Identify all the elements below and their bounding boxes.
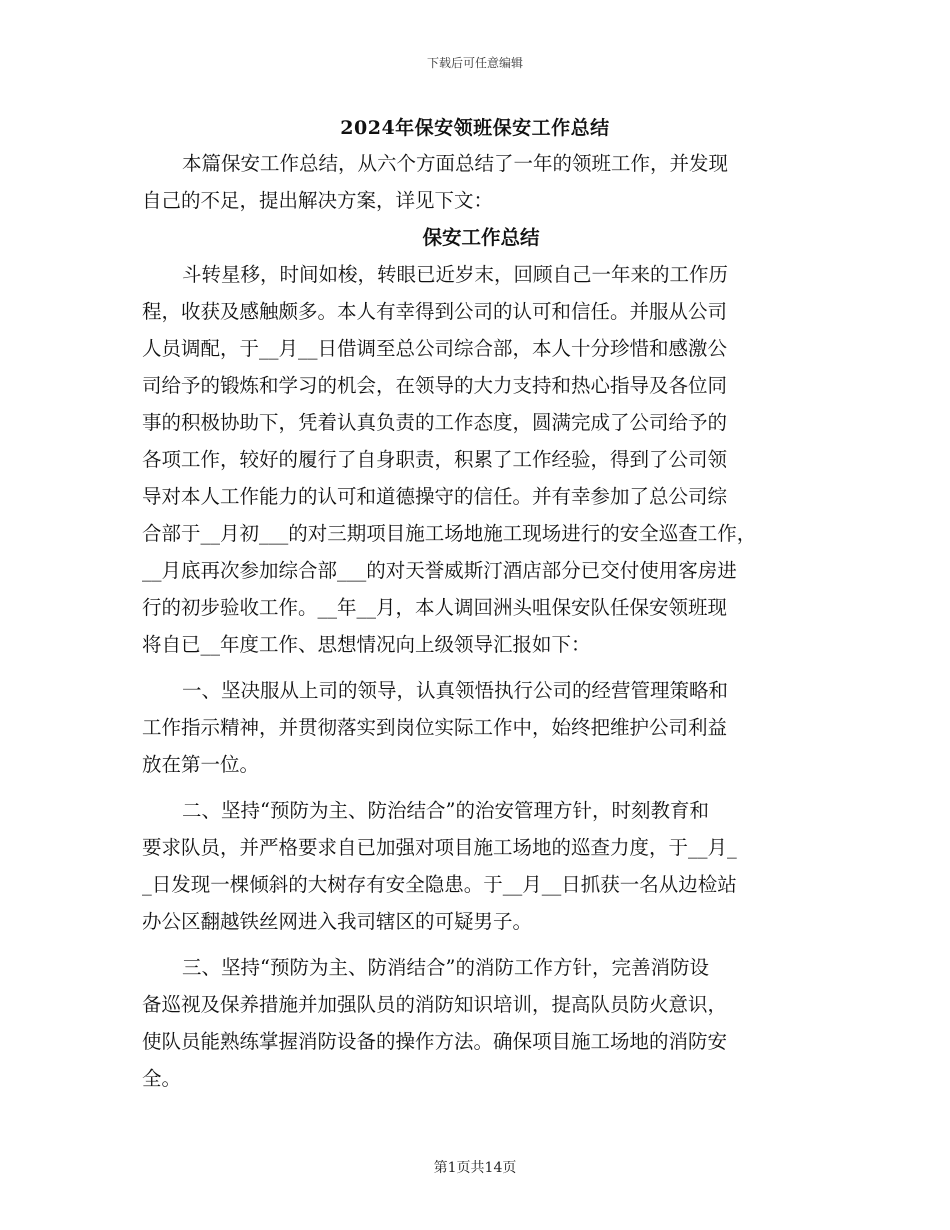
paragraph-point-one	[142, 672, 814, 783]
paragraph-line: __月底再次参加综合部___的对天誉威斯汀酒店部分已交付使用客房进	[142, 559, 737, 582]
page-footer: 第1页共14页	[433, 1160, 517, 1176]
paragraph-line: 各项工作，较好的履行了自身职责，积累了工作经验，得到了公司领	[142, 448, 728, 471]
paragraph-line: 三、坚持“预防为主、防消结合”的消防工作方针，完善消防设	[182, 956, 709, 979]
paragraph-line: 导对本人工作能力的认可和道德操守的信任。并有幸参加了总公司综	[142, 485, 728, 508]
paragraph-point-two	[142, 792, 814, 940]
paragraph-gap	[142, 940, 814, 949]
paragraph-line: 事的积极协助下，凭着认真负责的工作态度，圆满完成了公司给予的	[142, 411, 728, 434]
paragraph-line: 人员调配，于__月__日借调至总公司综合部，本人十分珍惜和感激公	[142, 337, 728, 360]
paragraph-point-three	[142, 949, 814, 1097]
paragraph-line: 斗转星移，时间如梭，转眼已近岁末，回顾自己一年来的工作历	[182, 263, 729, 286]
paragraph-summary	[142, 256, 814, 663]
paragraph-line: 备巡视及保养措施并加强队员的消防知识培训，提高队员防火意识，	[142, 993, 728, 1016]
paragraph-line: 合部于__月初___的对三期项目施工场地施工现场进行的安全巡查工作，	[142, 522, 757, 545]
paragraph-line: 将自已__年度工作、思想情况向上级领导汇报如下：	[142, 633, 591, 656]
paragraph-gap	[142, 783, 814, 792]
paragraph-line: _日发现一棵倾斜的大树存有安全隐患。于__月__日抓获一名从边检站	[142, 873, 737, 896]
paragraph-line: 一、坚决服从上司的领导，认真领悟执行公司的经营管理策略和	[182, 679, 729, 702]
intro-line: 自己的不足，提出解决方案，详见下文：	[142, 189, 494, 212]
paragraph-line: 二、坚持“预防为主、防治结合”的治安管理方针，时刻教育和	[182, 799, 709, 822]
paragraph-line: 办公区翻越铁丝网进入我司辖区的可疑男子。	[142, 910, 533, 933]
paragraph-line: 行的初步验收工作。__年__月，本人调回洲头咀保安队任保安领班现	[142, 596, 728, 619]
document-body	[142, 145, 814, 1097]
header-note: 下载后可任意编辑	[426, 56, 523, 70]
paragraph-line: 工作指示精神，并贯彻落实到岗位实际工作中，始终把维护公司利益	[142, 716, 728, 739]
paragraph-line: 全。	[142, 1067, 182, 1090]
paragraph-line: 使队员能熟练掌握消防设备的操作方法。确保项目施工场地的消防安	[142, 1030, 728, 1053]
paragraph-line: 放在第一位。	[142, 753, 260, 776]
paragraph-line: 程，收获及感触颇多。本人有幸得到公司的认可和信任。并服从公司	[142, 300, 728, 323]
paragraph-line: 要求队员，并严格要求自已加强对项目施工场地的巡查力度，于__月_	[142, 836, 737, 859]
intro-line: 本篇保安工作总结，从六个方面总结了一年的领班工作，并发现	[182, 152, 729, 175]
section-heading: 保安工作总结	[422, 226, 540, 249]
paragraph-gap	[142, 663, 814, 672]
document-title: 2024年保安领班保安工作总结	[340, 117, 610, 139]
paragraph-line: 司给予的锻炼和学习的机会，在领导的大力支持和热心指导及各位同	[142, 374, 728, 397]
